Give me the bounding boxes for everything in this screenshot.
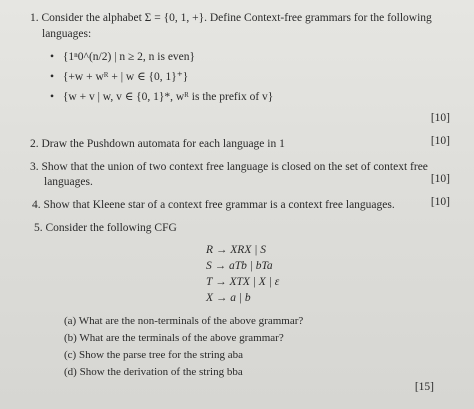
question-4-line — [32, 198, 395, 212]
question-5-part-d: (d) Show the derivation of the string bba — [64, 366, 243, 378]
question-5-text: Consider the following CFG — [45, 222, 177, 234]
question-1-number: 1. — [30, 12, 39, 24]
question-1-line-2: languages: — [42, 28, 92, 40]
question-4-number: 4. — [32, 199, 41, 211]
question-2-line — [30, 137, 285, 151]
question-5-line — [34, 221, 177, 235]
question-1-bullet-2 — [50, 70, 188, 84]
question-4-marks: [10] — [430, 196, 450, 208]
question-5-marks: [15] — [414, 381, 434, 393]
bullet-text: {+w + wᴿ + | w ∈ {0, 1}⁺} — [62, 71, 189, 83]
question-5-number: 5. — [34, 222, 43, 234]
question-1-text: Consider the alphabet Σ = {0, 1, +}. Define Context-free grammars for the following — [41, 12, 432, 24]
question-1-marks: [10] — [430, 112, 450, 124]
question-3-line-2: languages. — [44, 176, 93, 188]
question-3-number: 3. — [30, 161, 39, 173]
question-1-bullet-1 — [50, 50, 195, 64]
question-1-bullet-3 — [50, 90, 273, 104]
bullet-icon: • — [50, 71, 55, 83]
question-2-text: Draw the Pushdown automata for each language in 1 — [41, 138, 285, 150]
bullet-icon: • — [50, 91, 55, 103]
question-3-text: Show that the union of two context free language is closed on the set of context free — [41, 161, 428, 173]
question-5-part-b: (b) What are the terminals of the above grammar? — [64, 332, 284, 344]
question-4-text: Show that Kleene star of a context free grammar is a context free languages. — [43, 199, 395, 211]
question-2-number: 2. — [30, 138, 39, 150]
question-5-part-a: (a) What are the non-terminals of the above grammar? — [64, 315, 304, 327]
question-2-marks: [10] — [430, 135, 450, 147]
bullet-text: {w + v | w, v ∈ {0, 1}*, wᴿ is the prefix of v} — [62, 91, 274, 103]
grammar-rule-x: X → a | b — [206, 292, 251, 304]
question-3-marks: [10] — [430, 173, 450, 185]
grammar-rule-s: S → aTb | bTa — [206, 260, 273, 272]
grammar-rule-r: R → XRX | S — [206, 244, 267, 256]
question-3-line-1 — [30, 160, 428, 174]
question-1-line-1 — [30, 11, 432, 25]
grammar-rule-t: T → XTX | X | ε — [206, 276, 280, 288]
bullet-text: {1ⁿ0^(n/2) | n ≥ 2, n is even} — [62, 51, 196, 63]
question-5-part-c: (c) Show the parse tree for the string aba — [64, 349, 243, 361]
bullet-icon: • — [50, 51, 55, 63]
